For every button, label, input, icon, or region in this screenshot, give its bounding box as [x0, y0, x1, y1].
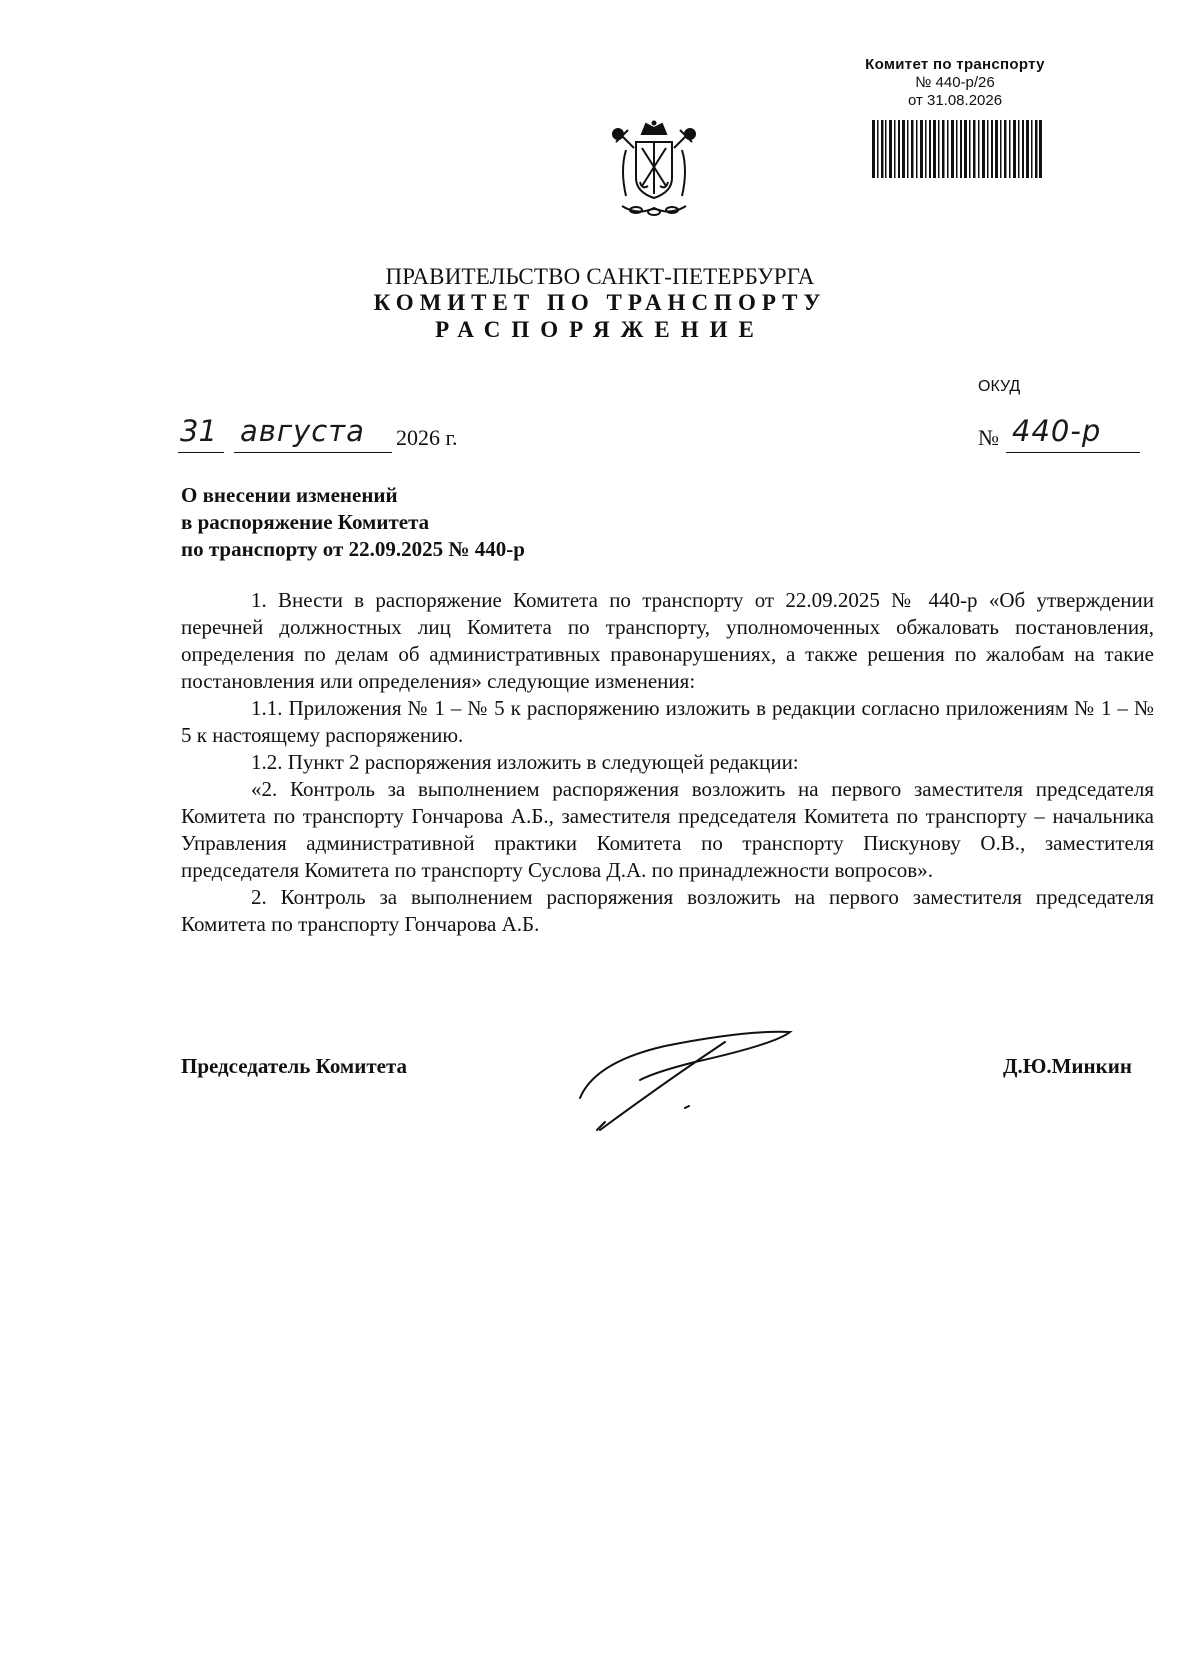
handwritten-signature-icon: [575, 1022, 805, 1132]
number-sign: №: [978, 425, 999, 450]
date-year: 2026 г.: [396, 425, 458, 450]
barcode-icon: [872, 120, 1042, 178]
title-line-1: О внесении изменений: [181, 483, 398, 507]
paragraph-2: 2. Контроль за выполнением распоряжения возложить на первого заместителя председателя Комитета по транспорту Гончарова А.Б.: [181, 885, 1154, 936]
registration-stamp: [835, 56, 1075, 110]
stamp-line-date: от 31.08.2026: [907, 92, 1003, 109]
government-heading: ПРАВИТЕЛЬСТВО САНКТ-ПЕТЕРБУРГА: [385, 264, 815, 289]
stamp-line-number: № 440-р/26: [915, 74, 995, 91]
paragraph-1-1: 1.1. Приложения № 1 – № 5 к распоряжению изложить в редакции согласно приложениям № 1 – № 5 к настоящему распоряжению.: [181, 696, 1154, 747]
stamp-line-org: Комитет по транспорту: [865, 56, 1045, 73]
signatory-name: Д.Ю.Минкин: [1003, 1054, 1132, 1078]
paragraph-1-2: 1.2. Пункт 2 распоряжения изложить в следующей редакции:: [251, 750, 799, 774]
title-line-2: в распоряжение Комитета: [181, 510, 430, 534]
date-month-handwritten: августа: [240, 414, 365, 448]
committee-heading: КОМИТЕТ ПО ТРАНСПОРТУ: [373, 290, 827, 315]
document-type-heading: РАСПОРЯЖЕНИЕ: [435, 317, 765, 342]
document-number-handwritten: 440-р: [1012, 414, 1102, 448]
date-day-handwritten: 31: [180, 414, 217, 448]
title-line-3: по транспорту от 22.09.2025 № 440-р: [181, 537, 525, 561]
okud-label: ОКУД: [978, 378, 1021, 395]
document-body: [181, 587, 1154, 938]
paragraph-1: 1. Внести в распоряжение Комитета по транспорту от 22.09.2025 № 440-р «Об утверждении перечней должностных лиц Комитета по транспорту, уполномоченных обжаловать постановления, определения по делам об административных правонарушениях, а также решения по жалобам на такие постановления или определения» следующие изменения:: [181, 588, 1154, 693]
document-title: [181, 482, 525, 563]
coat-of-arms-icon: [608, 120, 700, 220]
paragraph-quoted-2: «2. Контроль за выполнением распоряжения возложить на первого заместителя председателя Комитета по транспорту Гончарова А.Б., заместителя председателя Комитета по транспорту – начальника Управления административной практики Комитета по транспорту Пискунову О.В., заместителя председателя Комитета по транспорту Суслова Д.А. по принадлежности вопросов».: [181, 777, 1154, 882]
signatory-position: Председатель Комитета: [181, 1054, 408, 1078]
